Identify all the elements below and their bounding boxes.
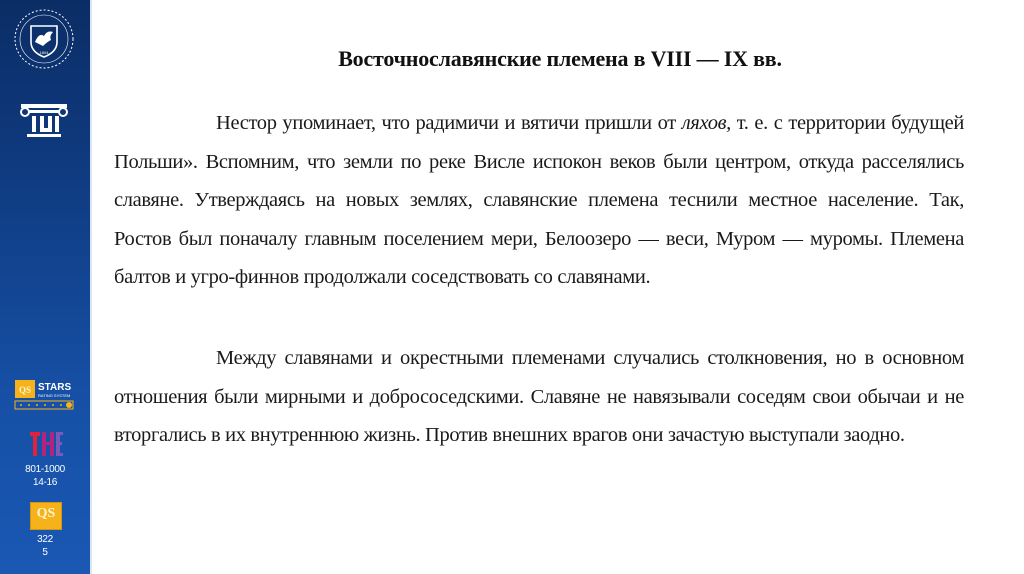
paragraph-2: Между славянами и окрестными племенами случались столкновения, но в основном отношения были мирными и добрососедскими. Славяне не навязывали соседям свои обычаи и не вторгались в их внутреннюю жизнь. Против внешних врагов они зачастую выступали заодно.	[114, 347, 964, 446]
qs-ranking-logo-icon	[30, 502, 62, 530]
university-crest-icon	[13, 8, 75, 70]
qs-rank-sub: 5	[42, 547, 48, 558]
paragraph-1-text-b: т. е. с территории будущей Польши». Вспомним, что земли по реке Висле испокон веков были центром, откуда расселялись славяне. Утверждаясь на новых землях, славянские племена теснили местное население. Так, Ростов был поначалу главным поселением мери, Белоозеро — веси, Муром — муромы. Племена балтов и угро-финнов продолжали соседствовать со славянами.	[114, 112, 965, 288]
slide-title: Восточнославянские племена в VIII — IX вв.	[338, 46, 782, 71]
ionic-column-logo-icon	[17, 98, 71, 138]
qs-stars-badge	[13, 378, 79, 412]
qs-logo-label: QS	[36, 506, 56, 521]
paragraph-1-text-a: Нестор упоминает, что радимичи и вятичи пришли от	[216, 112, 682, 134]
svg-text:RATING SYSTEM: RATING SYSTEM	[38, 393, 71, 398]
qs-rank: 322	[37, 534, 53, 545]
svg-text:QS: QS	[18, 385, 32, 395]
the-rank-range: 801-1000	[25, 464, 65, 475]
svg-text:1804: 1804	[39, 50, 49, 55]
svg-text:STARS: STARS	[38, 382, 72, 393]
sidebar	[0, 0, 92, 574]
paragraph-1	[114, 104, 964, 297]
the-ranking-logo-icon	[28, 430, 64, 458]
paragraph-1-italic: ляхов,	[681, 112, 731, 134]
the-rank-sub: 14-16	[32, 477, 58, 488]
